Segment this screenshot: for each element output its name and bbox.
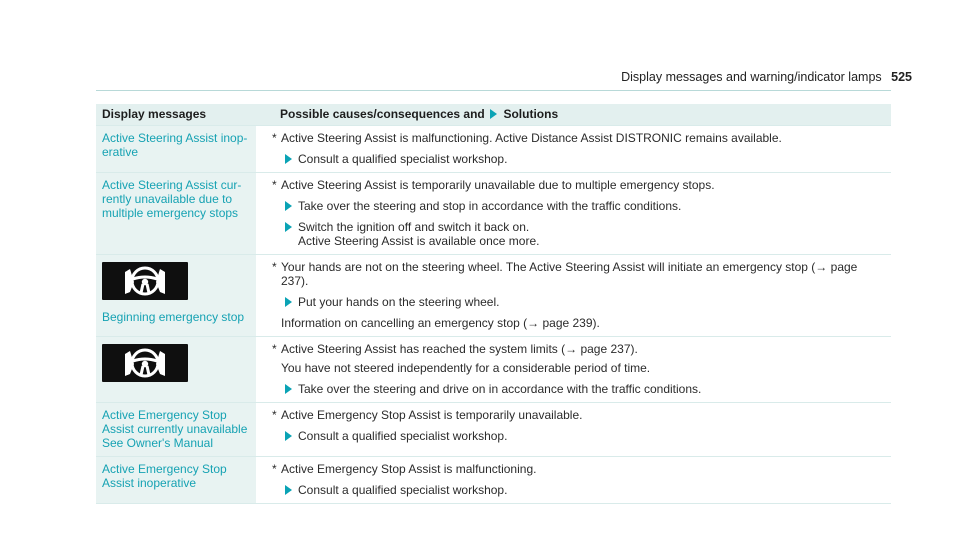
cause-text: * Active Steering Assist has reached the system limits (→ page 237).: [272, 342, 638, 356]
display-messages-table: [96, 104, 891, 504]
message-line: multiple emergency stops: [102, 206, 239, 220]
solution-arrow-icon: [285, 431, 292, 441]
message-line: rently unavailable due to: [102, 192, 233, 206]
display-message: [96, 173, 256, 255]
solution-arrow-icon: [285, 297, 292, 307]
solution-item: Consult a qualified specialist workshop.: [272, 483, 885, 497]
page-header-title: Display messages and warning/indicator lamps: [621, 70, 882, 84]
cause-text: * Your hands are not on the steering wheel. The Active Steering Assist will initiate an emergency stop (→ page 237).: [272, 260, 858, 288]
header-divider: [96, 90, 891, 91]
display-message: [96, 126, 256, 173]
solution-arrow-icon: [285, 485, 292, 495]
solution-arrow-icon: [285, 201, 292, 211]
solution-item: Switch the ignition off and switch it back on. Active Steering Assist is available once more.: [272, 220, 885, 248]
column-header-causes-solutions: [256, 104, 891, 126]
cause-text: * Active Steering Assist is malfunctioning. Active Distance Assist DISTRONIC remains available.: [272, 131, 782, 145]
table-row: [96, 457, 891, 504]
cause-cell: [256, 457, 891, 504]
cause-cell: [256, 255, 891, 337]
display-message: [96, 337, 256, 403]
solution-item: Take over the steering and drive on in accordance with the traffic conditions.: [272, 382, 885, 396]
message-line: Active Steering Assist inop-: [102, 131, 248, 145]
message-line: Assist currently unavailable: [102, 422, 248, 436]
message-line: Beginning emergency stop: [102, 310, 245, 324]
message-line: Active Emergency Stop: [102, 462, 227, 476]
table-row: [96, 126, 891, 173]
solution-arrow-icon: [285, 222, 292, 232]
display-message: [96, 255, 256, 337]
column-header-prefix: Possible causes/consequences and: [280, 107, 485, 121]
cause-text-secondary: You have not steered independently for a considerable period of time.: [281, 361, 651, 375]
solution-item: Take over the steering and stop in accordance with the traffic conditions.: [272, 199, 885, 213]
table-row: [96, 403, 891, 457]
display-message: [96, 457, 256, 504]
solution-arrow-icon: [285, 154, 292, 164]
column-header-suffix: Solutions: [503, 107, 559, 121]
solution-item: Consult a qualified specialist workshop.: [272, 152, 885, 166]
solution-arrow-icon: [490, 109, 497, 119]
message-line: Assist inoperative: [102, 476, 197, 490]
table-row: [96, 173, 891, 255]
message-line: See Owner's Manual: [102, 436, 214, 450]
hands-on-steering-wheel-icon: [102, 344, 188, 382]
message-line: Active Emergency Stop: [102, 408, 227, 422]
page-header: [621, 70, 912, 84]
cause-cell: [256, 403, 891, 457]
solution-item: Put your hands on the steering wheel.: [272, 295, 885, 309]
hands-on-steering-wheel-icon: [102, 262, 188, 300]
message-line: Active Steering Assist cur-: [102, 178, 242, 192]
solution-arrow-icon: [285, 384, 292, 394]
column-header-display-messages: Display messages: [96, 104, 256, 126]
cause-cell: [256, 173, 891, 255]
page-number: 525: [891, 70, 912, 84]
cause-cell: [256, 126, 891, 173]
display-message: [96, 403, 256, 457]
cause-cell: [256, 337, 891, 403]
cause-text: * Active Emergency Stop Assist is malfunctioning.: [272, 462, 537, 476]
solution-item: Consult a qualified specialist workshop.: [272, 429, 885, 443]
message-line: erative: [102, 145, 139, 159]
table-row: [96, 337, 891, 403]
cause-text: * Active Emergency Stop Assist is temporarily unavailable.: [272, 408, 583, 422]
info-text: Information on cancelling an emergency stop (→ page 239).: [281, 316, 600, 330]
table-row: [96, 255, 891, 337]
cause-text: * Active Steering Assist is temporarily unavailable due to multiple emergency stops.: [272, 178, 715, 192]
